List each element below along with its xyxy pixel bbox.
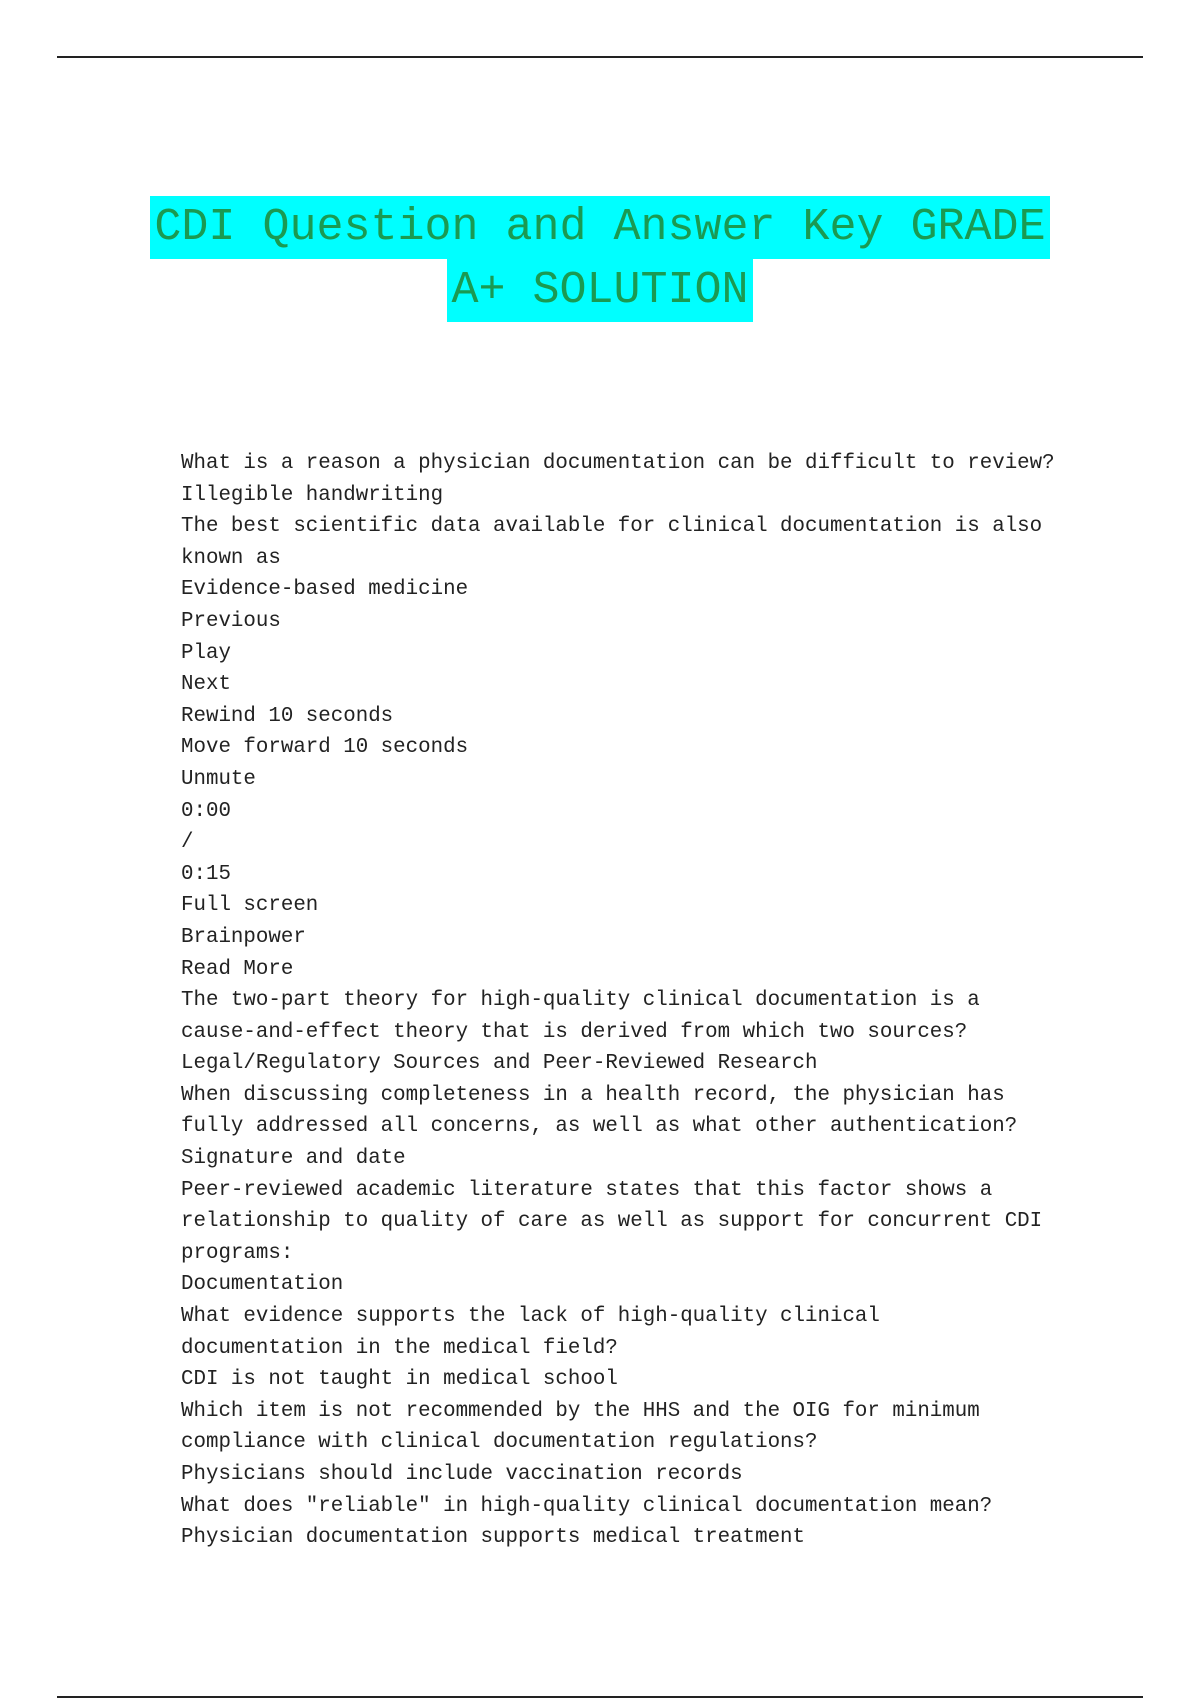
text-line: CDI is not taught in medical school bbox=[181, 1368, 618, 1392]
text-line: Physician documentation supports medical treatment bbox=[181, 1526, 806, 1550]
text-line: fully addressed all concerns, as well as what other authentication? bbox=[181, 1115, 1018, 1139]
text-line: Documentation bbox=[181, 1273, 344, 1297]
text-line: The two-part theory for high-quality clinical documentation is a bbox=[181, 989, 980, 1013]
text-line: Evidence-based medicine bbox=[181, 578, 469, 602]
text-line: documentation in the medical field? bbox=[181, 1336, 618, 1360]
text-line: Rewind 10 seconds bbox=[181, 704, 394, 728]
text-line: Brainpower bbox=[181, 925, 306, 949]
text-line: Illegible handwriting bbox=[181, 483, 444, 507]
text-line: When discussing completeness in a health record, the physician has bbox=[181, 1083, 1005, 1107]
text-line: cause-and-effect theory that is derived from which two sources? bbox=[181, 1020, 968, 1044]
text-line: / bbox=[181, 831, 194, 855]
text-line: programs: bbox=[181, 1241, 294, 1265]
text-line: Next bbox=[181, 673, 231, 697]
text-line: Physicians should include vaccination records bbox=[181, 1463, 743, 1486]
document-body bbox=[181, 448, 1081, 1554]
text-line: relationship to quality of care as well as support for concurrent CDI bbox=[181, 1210, 1043, 1234]
text-line: Which item is not recommended by the HHS and the OIG for minimum bbox=[181, 1399, 980, 1423]
text-line: Move forward 10 seconds bbox=[181, 736, 469, 760]
text-line: Legal/Regulatory Sources and Peer-Reviewed Research bbox=[181, 1052, 818, 1076]
text-line: What does "reliable" in high-quality clinical documentation mean? bbox=[181, 1494, 993, 1518]
bottom-rule bbox=[57, 1696, 1143, 1698]
text-line: Play bbox=[181, 641, 231, 665]
text-line: Unmute bbox=[181, 767, 256, 791]
text-line: Peer-reviewed academic literature states that this factor shows a bbox=[181, 1178, 993, 1202]
text-line: Read More bbox=[181, 957, 294, 981]
text-line: compliance with clinical documentation regulations? bbox=[181, 1431, 818, 1455]
text-line: 0:00 bbox=[181, 799, 231, 823]
document-title bbox=[150, 196, 1050, 322]
top-rule bbox=[57, 56, 1143, 58]
title-line-1: CDI Question and Answer Key GRADE bbox=[150, 196, 1049, 259]
text-line: 0:15 bbox=[181, 862, 231, 886]
text-line: What evidence supports the lack of high-quality clinical bbox=[181, 1305, 880, 1329]
text-line: Full screen bbox=[181, 894, 319, 918]
text-line: What is a reason a physician documentation can be difficult to review? bbox=[181, 452, 1055, 475]
text-line: Previous bbox=[181, 609, 281, 633]
text-line: The best scientific data available for clinical documentation is also bbox=[181, 515, 1043, 539]
text-line: known as bbox=[181, 546, 281, 570]
text-line: Signature and date bbox=[181, 1147, 406, 1171]
title-line-2: A+ SOLUTION bbox=[447, 259, 752, 322]
